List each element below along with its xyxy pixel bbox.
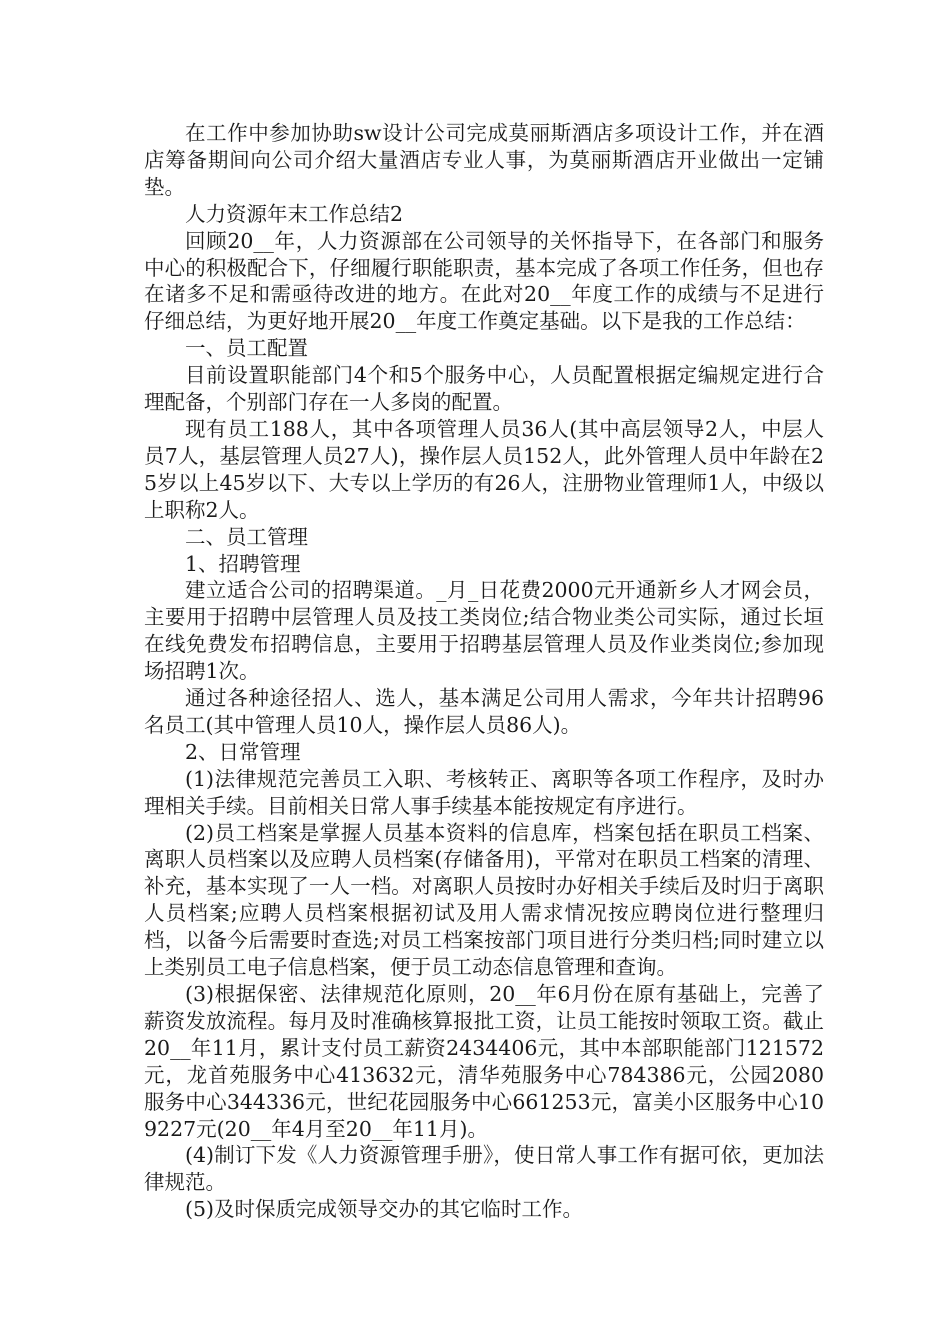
paragraph: 通过各种途径招人、选人，基本满足公司用人需求，今年共计招聘96名员工(其中管理人员10人，操作层人员86人)。 (144, 686, 824, 737)
subsection-heading: 1、招聘管理 (185, 551, 301, 576)
section-heading: 一、员工配置 (185, 336, 308, 361)
paragraph: (3)根据保密、法律规范化原则，20__年6月份在原有基础上，完善了薪资发放流程。每月及时准确核算报批工资，让员工能按时领取工资。截止20__年11月，累计支付员工薪资2434406元，其中本部职能部门121572元，龙首苑服务中心413632元，清华苑服务中心784386元，公园2080服务中心344336元，世纪花园服务中心661253元，富美小区服务中心109227元(20__年4月至20__年11月)。 (144, 982, 824, 1141)
subsection-heading: 2、日常管理 (185, 739, 301, 764)
paragraph: 建立适合公司的招聘渠道。_月_日花费2000元开通新乡人才网会员，主要用于招聘中层管理人员及技工类岗位;结合物业类公司实际，通过长垣在线免费发布招聘信息，主要用于招聘基层管理人员及作业类岗位;参加现场招聘1次。 (144, 578, 824, 684)
paragraph: 回顾20__年，人力资源部在公司领导的关怀指导下，在各部门和服务中心的积极配合下，仔细履行职能职责，基本完成了各项工作任务，但也存在诸多不足和需亟待改进的地方。在此对20__年度工作的成绩与不足进行仔细总结，为更好地开展20__年度工作奠定基础。以下是我的工作总结： (144, 228, 824, 334)
paragraph: (5)及时保质完成领导交办的其它临时工作。 (185, 1197, 584, 1222)
section-title: 人力资源年末工作总结2 (185, 201, 404, 226)
paragraph: 目前设置职能部门4个和5个服务中心，人员配置根据定编规定进行合理配备，个别部门存在一人多岗的配置。 (144, 363, 824, 415)
paragraph: 现有员工188人，其中各项管理人员36人(其中高层领导2人，中层人员7人，基层管理人员27人)，操作层人员152人，此外管理人员中年龄在25岁以上45岁以下、大专以上学历的有26人，注册物业管理师1人，中级以上职称2人。 (144, 416, 824, 522)
section-heading: 二、员工管理 (185, 524, 308, 549)
paragraph: 在工作中参加协助sw设计公司完成莫丽斯酒店多项设计工作，并在酒店筹备期间向公司介绍大量酒店专业人事，为莫丽斯酒店开业做出一定铺垫。 (144, 121, 824, 199)
paragraph: (2)员工档案是掌握人员基本资料的信息库，档案包括在职员工档案、离职人员档案以及应聘人员档案(存储备用)，平常对在职员工档案的清理、补充，基本实现了一人一档。对离职人员按时办好相关手续后及时归于离职人员档案;应聘人员档案根据初试及用人需求情况按应聘岗位进行整理归档，以备今后需要时查选;对员工档案按部门项目进行分类归档;同时建立以上类别员工电子信息档案，便于员工动态信息管理和查询。 (144, 820, 824, 980)
paragraph: (1)法律规范完善员工入职、考核转正、离职等各项工作程序，及时办理相关手续。目前相关日常人事手续基本能按规定有序进行。 (144, 766, 824, 818)
paragraph: (4)制订下发《人力资源管理手册》，使日常人事工作有据可依，更加法律规范。 (144, 1143, 824, 1195)
document-body (144, 120, 824, 1223)
